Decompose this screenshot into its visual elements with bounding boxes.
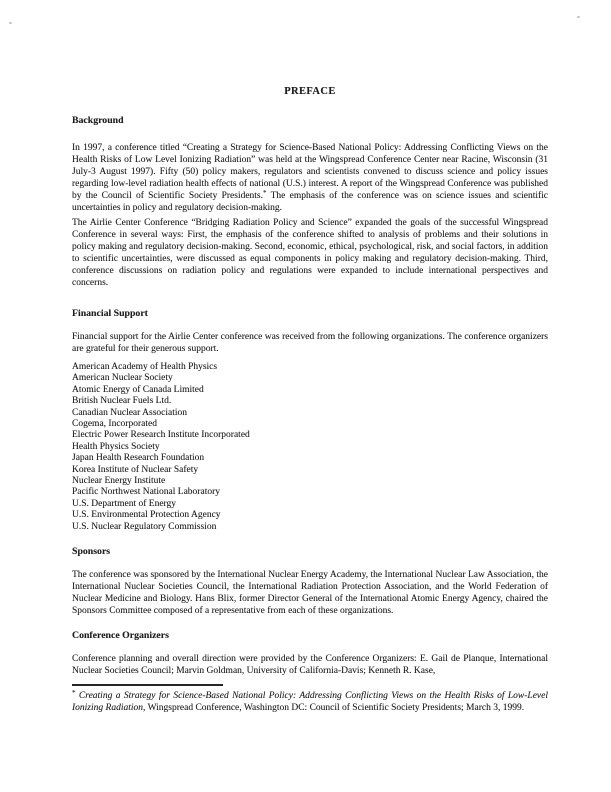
section-heading-background: Background — [72, 115, 124, 126]
scan-speck — [577, 16, 580, 18]
organization-list — [72, 362, 548, 533]
list-item: Nuclear Energy Institute — [72, 476, 166, 487]
list-item: British Nuclear Fuels Ltd. — [72, 396, 172, 407]
list-item: Canadian Nuclear Association — [72, 407, 188, 418]
footnote-cited-title: Creating a Strategy for Science-Based National Policy: Addressing Conflicting Views on the Health Risks of Low-Level Ionizing Radiation — [72, 691, 549, 713]
list-item: Cogema, Incorporated — [72, 419, 157, 430]
list-item: Electric Power Research Institute Incorporated — [72, 430, 250, 441]
list-item: Pacific Northwest National Laboratory — [72, 487, 220, 498]
list-item: Atomic Energy of Canada Limited — [72, 384, 204, 395]
paragraph-text: The emphasis of the conference was on science issues and scientific uncertainties in policy and regulatory decision-making. — [72, 191, 548, 213]
footnote-divider — [72, 684, 223, 686]
paragraph-text: In 1997, a conference titled “Creating a Strategy for Science-Based National Policy: Addressing Conflicting Views on the Health Risks of Low Level Ionizing Radiation” was held at the Wingspread Conference Center near Racine, Wisconsin (31 July-3 August 1997). Fifty (50) policy makers, regulators and scientists convened to discuss science and policy issues regarding low-level radiation health effects of national (U.S.) interest. A report of the Wingspread Conference was published by the Council of Scientific Society Presidents. — [72, 143, 548, 201]
section-heading-financial-support: Financial Support — [72, 308, 148, 319]
list-item: Korea Institute of Nuclear Safety — [72, 464, 199, 475]
footnote-text: , Wingspread Conference, Washington DC: Council of Scientific Society Presidents; March 3, 1999. — [143, 702, 525, 713]
section-heading-sponsors: Sponsors — [72, 546, 111, 557]
footnote — [72, 691, 548, 714]
footnote-reference-marker: * — [263, 189, 267, 197]
list-item: Health Physics Society — [72, 441, 160, 452]
paragraph-background-1 — [72, 142, 548, 214]
page-title: PREFACE — [284, 86, 336, 97]
paragraph-financial-support: Financial support for the Airlie Center conference was received from the following organizations. The conference organizers are grateful for their generous support. — [72, 332, 548, 354]
page-content — [72, 0, 548, 792]
list-item: U.S. Environmental Protection Agency — [72, 510, 221, 521]
list-item: U.S. Nuclear Regulatory Commission — [72, 521, 217, 532]
section-heading-conference-organizers: Conference Organizers — [72, 630, 169, 641]
scan-speck — [9, 22, 12, 24]
list-item: U.S. Department of Energy — [72, 498, 177, 509]
list-item: American Academy of Health Physics — [72, 362, 218, 372]
paragraph-conference-organizers: Conference planning and overall direction were provided by the Conference Organizers: E. Gail de Planque, International Nuclear Societies Council; Marvin Goldman, University of California-Davis; Kenneth R. Kase, — [72, 654, 548, 676]
paragraph-background-2: The Airlie Center Conference “Bridging Radiation Policy and Science” expanded the goals of the successful Wingspread Conference in several ways: First, the emphasis of the conference shifted to analysis of problems and their solutions in policy making and regulatory decision-making. Second, economic, ethical, psychological, risk, and social factors, in addition to scientific uncertainties, were discussed as equal components in policy making and regulatory decision-making. Third, conference discussions on radiation policy and regulations were expanded to include international perspectives and concerns. — [72, 218, 548, 288]
list-item: American Nuclear Society — [72, 373, 173, 384]
paragraph-sponsors: The conference was sponsored by the International Nuclear Energy Academy, the International Nuclear Law Association, the International Nuclear Societies Council, the International Radiation Protection Association, and the World Federation of Nuclear Medicine and Biology. Hans Blix, former Director General of the International Atomic Energy Agency, chaired the Sponsors Committee composed of a representative from each of these organizations. — [72, 570, 548, 616]
footnote-marker: * — [72, 689, 76, 697]
list-item: Japan Health Research Foundation — [72, 453, 205, 464]
